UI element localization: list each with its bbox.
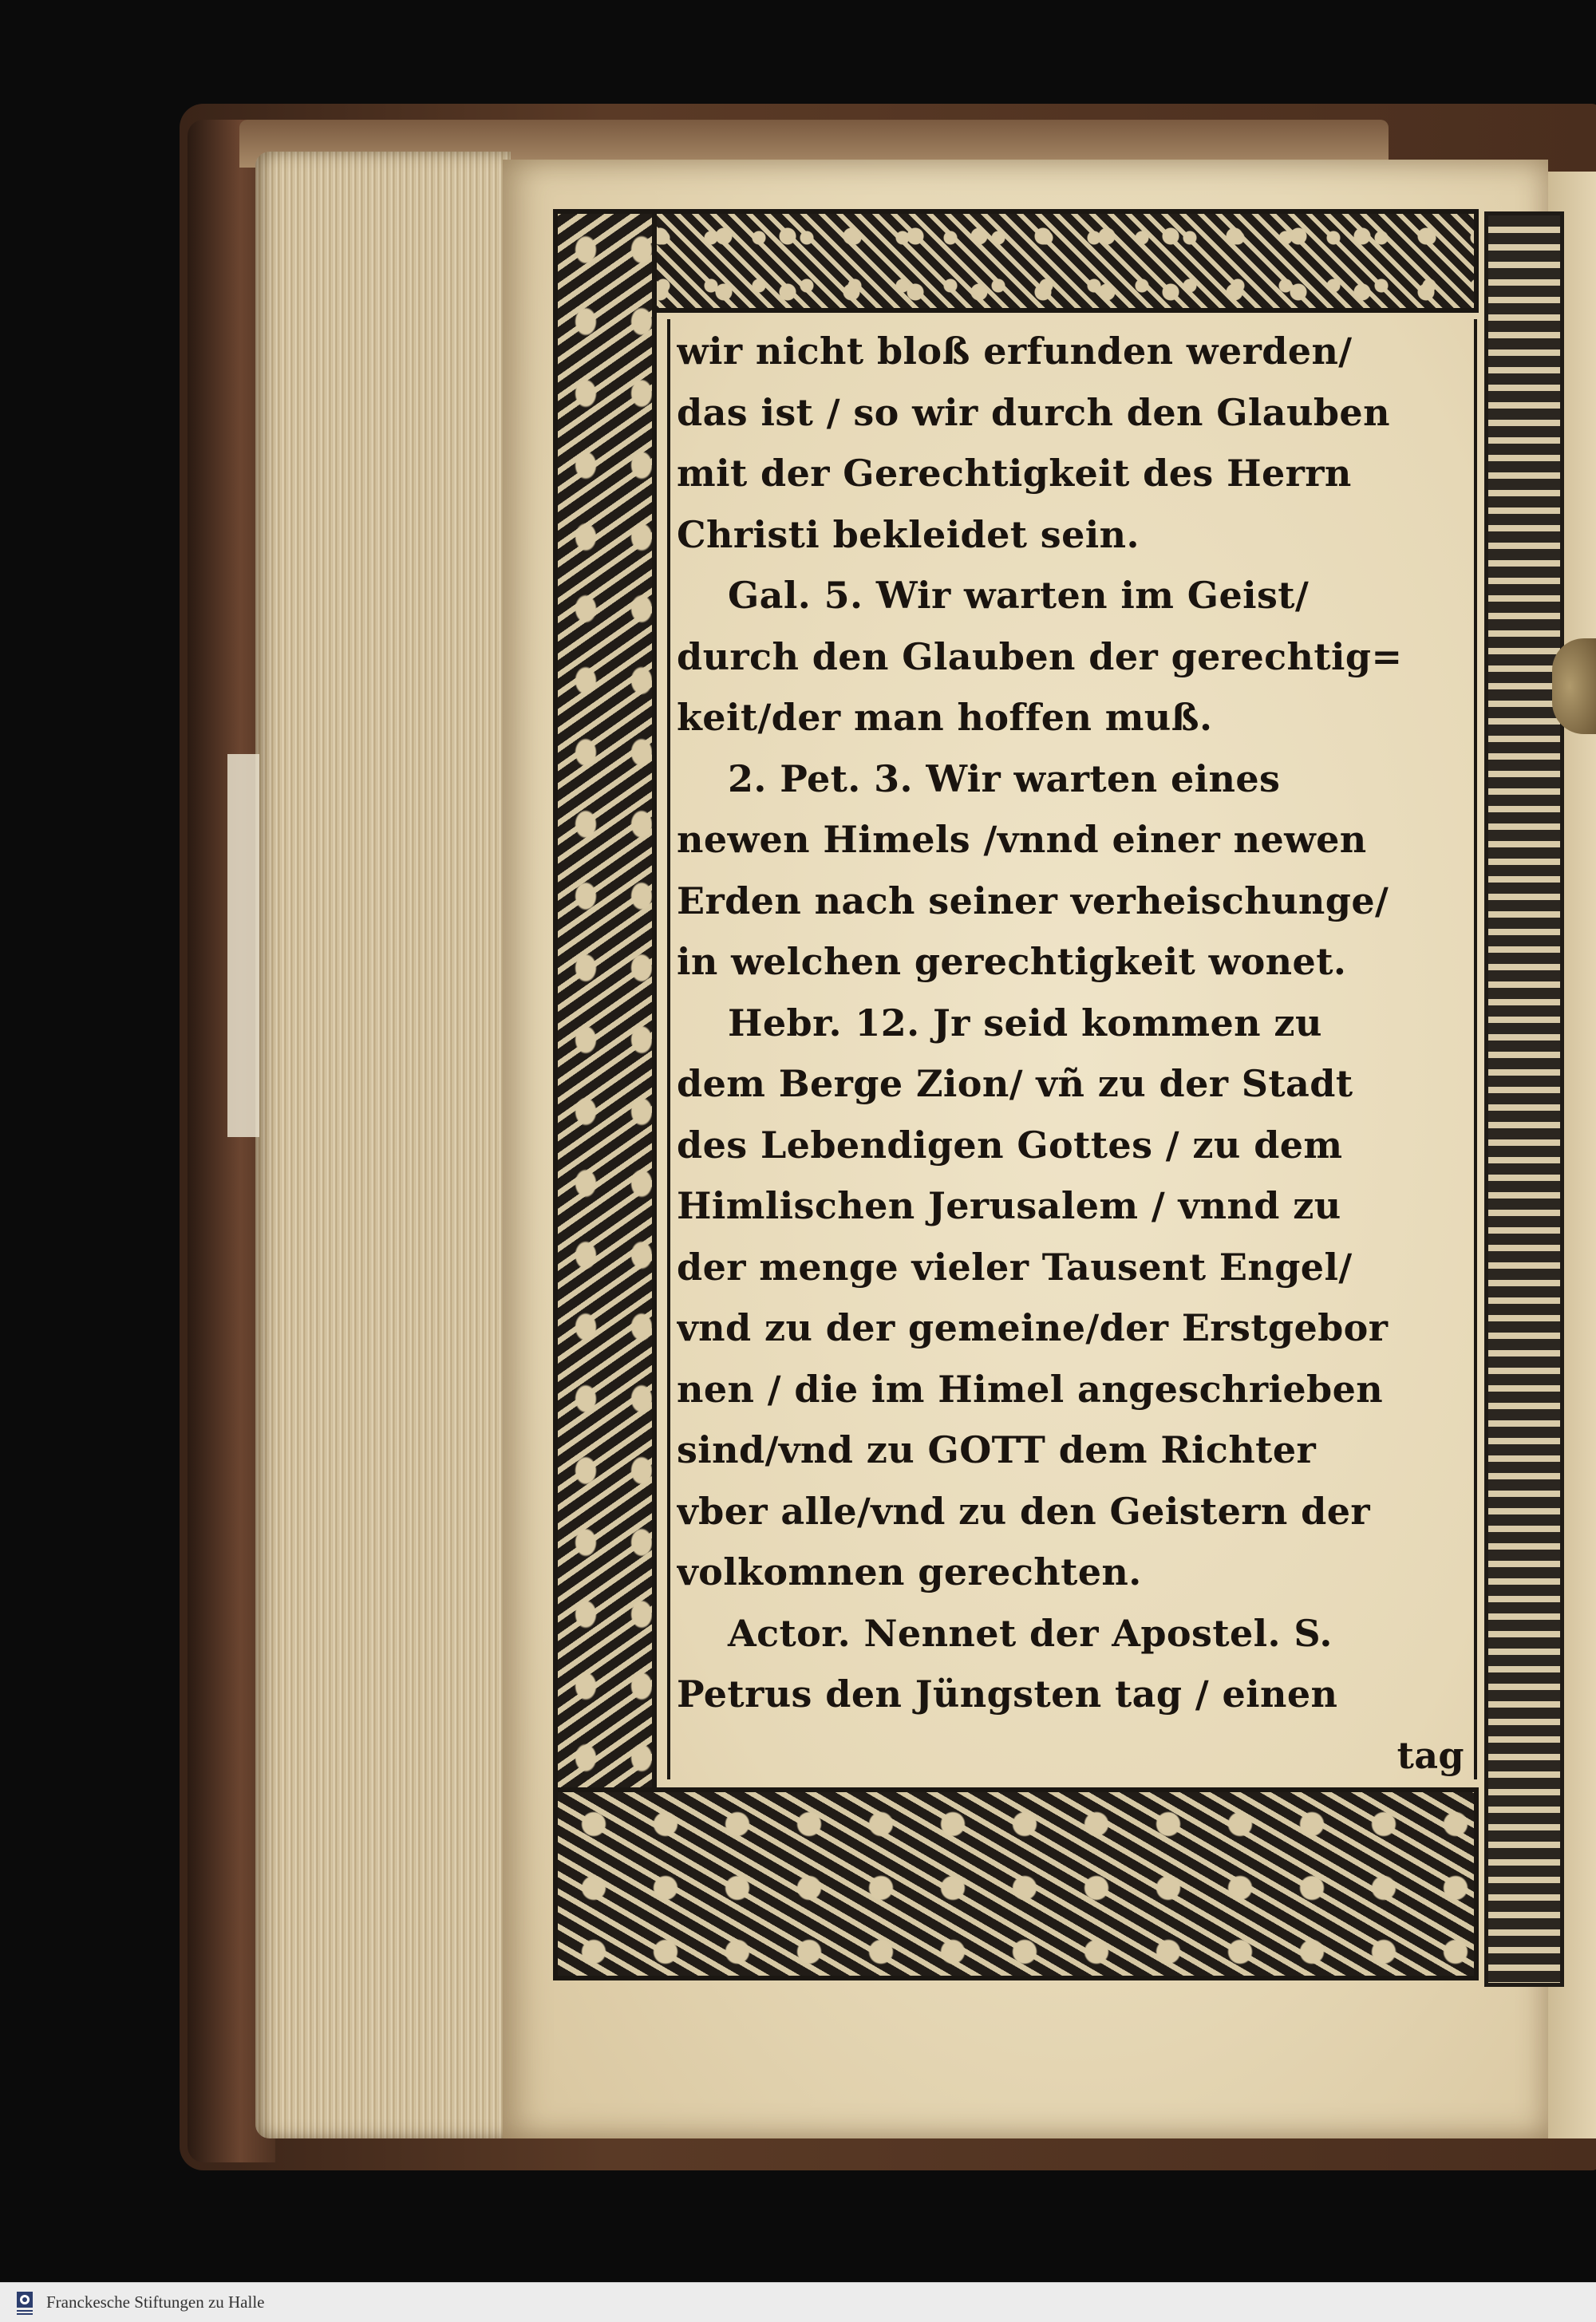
text-line: Himlischen Jerusalem / vnnd zu — [677, 1184, 1341, 1227]
page-text — [677, 321, 1471, 1781]
text-line: newen Himels /vnnd einer newen — [677, 818, 1367, 861]
text-line: des Lebendigen Gottes / zu dem — [677, 1123, 1343, 1167]
institution-name: Franckesche Stiftungen zu Halle — [46, 2292, 265, 2312]
bookmark-slip — [227, 754, 259, 1137]
woodcut-border-left — [553, 209, 657, 1980]
text-line: Petrus den Jüngsten tag / einen — [677, 1672, 1338, 1716]
text-line: 2. Pet. 3. Wir warten eines — [728, 756, 1281, 800]
text-line: Hebr. 12. Jr seid kommen zu — [728, 1001, 1322, 1045]
clasp-icon — [1552, 638, 1596, 734]
woodcut-border-top — [553, 209, 1479, 313]
catchword: tag — [1396, 1733, 1464, 1777]
text-line: Christi bekleidet sein. — [677, 512, 1140, 556]
text-line: der menge vieler Tausent Engel/ — [677, 1245, 1353, 1289]
text-line: Erden nach seiner verheischunge/ — [677, 879, 1389, 922]
text-line: durch den Glauben der gerechtig= — [677, 634, 1403, 678]
page-edges — [255, 152, 511, 2138]
text-line: vber alle/vnd zu den Geistern der — [677, 1489, 1371, 1533]
text-line: Gal. 5. Wir warten im Geist/ — [728, 574, 1310, 617]
text-line: in welchen gerechtigkeit wonet. — [677, 940, 1347, 983]
text-line: vnd zu der gemeine/der Erstgebor — [677, 1306, 1389, 1349]
text-line: mit der Gerechtigkeit des Herrn — [677, 452, 1352, 495]
text-line: keit/der man hoffen muß. — [677, 696, 1213, 739]
woodcut-border-bottom — [553, 1787, 1479, 1980]
text-line: sind/vnd zu GOTT dem Richter — [677, 1428, 1317, 1471]
facing-page-ornament — [1484, 211, 1564, 1987]
text-line: volkomnen gerechten. — [677, 1550, 1142, 1593]
text-line: wir nicht bloß erfunden werden/ — [677, 330, 1353, 373]
text-line: Actor. Nennet der Apostel. S. — [728, 1611, 1333, 1655]
footer-bar — [0, 2282, 1596, 2322]
text-line: nen / die im Himel angeschrieben — [677, 1367, 1384, 1411]
text-line: dem Berge Zion/ vñ zu der Stadt — [677, 1062, 1353, 1105]
francke-foundation-logo-icon — [13, 2288, 37, 2317]
text-line: das ist / so wir durch den Glauben — [677, 390, 1390, 434]
